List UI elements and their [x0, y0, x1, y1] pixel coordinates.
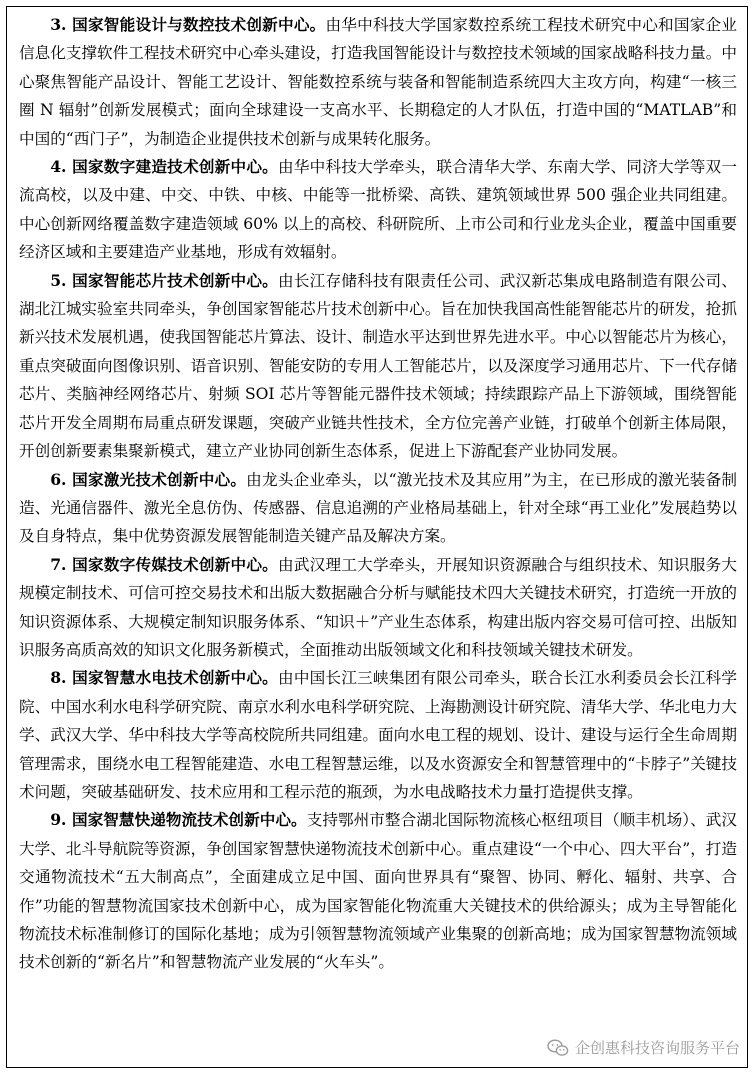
- section-body: 由武汉理工大学牵头，开展知识资源融合与组织技术、知识服务大规模定制技术、可信可控交易技术和出版大数据融合分析与赋能技术四大关键技术研究，打造统一开放的知识资源体系、大规模定制知识服务体系、“知识＋”产业生态体系，构建出版内容交易可信可控、出版知识服务高质高效的知识文化服务新模式，全面推动出版领域文化和科技领域关键技术研发。: [19, 555, 737, 659]
- document-content: [19, 11, 737, 977]
- section-5: [19, 267, 737, 466]
- section-body: 由龙头企业牵头，以“激光技术及其应用”为主，在已形成的激光装备制造、光通信器件、激光全息仿伪、传感器、信息追溯的产业格局基础上，针对全球“再工业化”发展趋势以及自身特点，集中优势资源发展智能制造关键产品及解决方案。: [19, 470, 737, 546]
- section-body: 由华中科技大学牵头，联合清华大学、东南大学、同济大学等双一流高校，以及中建、中交、中铁、中核、中能等一批桥梁、高铁、建筑领域世界 500 强企业共同组建。中心创新网络覆盖数字建造领域 60% 以上的高校、科研院所、上市公司和行业龙头企业，覆盖中国重要经济区域和主要建造产业基地，形成有效辐射。: [19, 158, 737, 262]
- section-body: 支持鄂州市整合湖北国际物流核心枢纽项目（顺丰机场）、武汉大学、北斗导航院等资源，争创国家智慧快递物流技术创新中心。重点建设“一个中心、四大平台”，打造交通物流技术“五大制高点”，全面建成立足中国、面向世界具有“聚智、协同、孵化、辐射、共享、合作”功能的智慧物流国家技术创新中心，成为国家智能化物流重大关键技术的供给源头；成为主导智能化物流技术标准制修订的国际化基地；成为引领智慧物流领域产业集聚的创新高地；成为国家智慧物流领域技术创新的“新名片”和智慧物流产业发展的“火车头”。: [19, 811, 737, 972]
- section-body: 由长江存储科技有限责任公司、武汉新芯集成电路制造有限公司、湖北江城实验室共同牵头，争创国家智能芯片技术创新中心。旨在加快我国高性能智能芯片的研发，抢抓新兴技术发展机遇，使我国智能芯片算法、设计、制造水平达到世界先进水平。中心以智能芯片为核心，重点突破面向图像识别、语音识别、智能安防的专用人工智能芯片，以及深度学习通用芯片、下一代存储芯片、类脑神经网络芯片、射频 SOI 芯片等智能元器件技术领域；持续跟踪产品上下游领域，围绕智能芯片开发全周期布局重点研发课题，突破产业链共性技术，全方位完善产业链，打破单个创新主体局限，开创创新要素集聚新模式，建立产业协同创新生态体系，促进上下游配套产业协同发展。: [19, 271, 737, 461]
- wechat-icon: [547, 1039, 569, 1057]
- section-title: 4. 国家数字建造技术创新中心。: [50, 157, 278, 177]
- section-6: [19, 466, 737, 551]
- watermark-text: 企创惠科技咨询服务平台: [574, 1039, 740, 1057]
- section-8: [19, 664, 737, 806]
- section-title: 8. 国家智慧水电技术创新中心。: [50, 668, 278, 688]
- section-title: 9. 国家智慧快递物流技术创新中心。: [50, 810, 307, 830]
- section-title: 6. 国家激光技术创新中心。: [50, 469, 247, 489]
- section-title: 5. 国家智能芯片技术创新中心。: [50, 270, 278, 290]
- section-9: [19, 806, 737, 976]
- section-title: 3. 国家智能设计与数控技术创新中心。: [50, 15, 326, 34]
- section-body: 由中国长江三峡集团有限公司牵头，联合长江水利委员会长江科学院、中国水利水电科学研究院、南京水利水电科学研究院、上海勘测设计研究院、清华大学、华北电力大学、武汉大学、华中科技大学等高校院所共同组建。面向水电工程的规划、设计、建设与运行全生命周期管理需求，围绕水电工程智能建造、水电工程智慧运维，以及水资源安全和智慧管理中的“卡脖子”关键技术问题，突破基础研发、技术应用和工程示范的瓶颈，为水电战略技术力量打造提供支撑。: [19, 669, 737, 801]
- section-title: 7. 国家数字传媒技术创新中心。: [50, 554, 278, 574]
- document-page: [6, 6, 748, 1068]
- section-7: [19, 551, 737, 665]
- watermark: [547, 1037, 740, 1058]
- section-4: [19, 153, 737, 267]
- section-body: 由华中科技大学国家数控系统工程技术研究中心和国家企业信息化支撑软件工程技术研究中心牵头建设，打造我国智能设计与数控技术领域的国家战略科技力量。中心聚焦智能产品设计、智能工艺设计、智能数控系统与装备和智能制造系统四大主攻方向，构建“一核三圈 N 辐射”创新发展模式；面向全球建设一支高水平、长期稳定的人才队伍，打造中国的“MATLAB”和中国的“西门子”，为制造企业提供技术创新与成果转化服务。: [19, 16, 737, 148]
- section-3: [19, 11, 737, 153]
